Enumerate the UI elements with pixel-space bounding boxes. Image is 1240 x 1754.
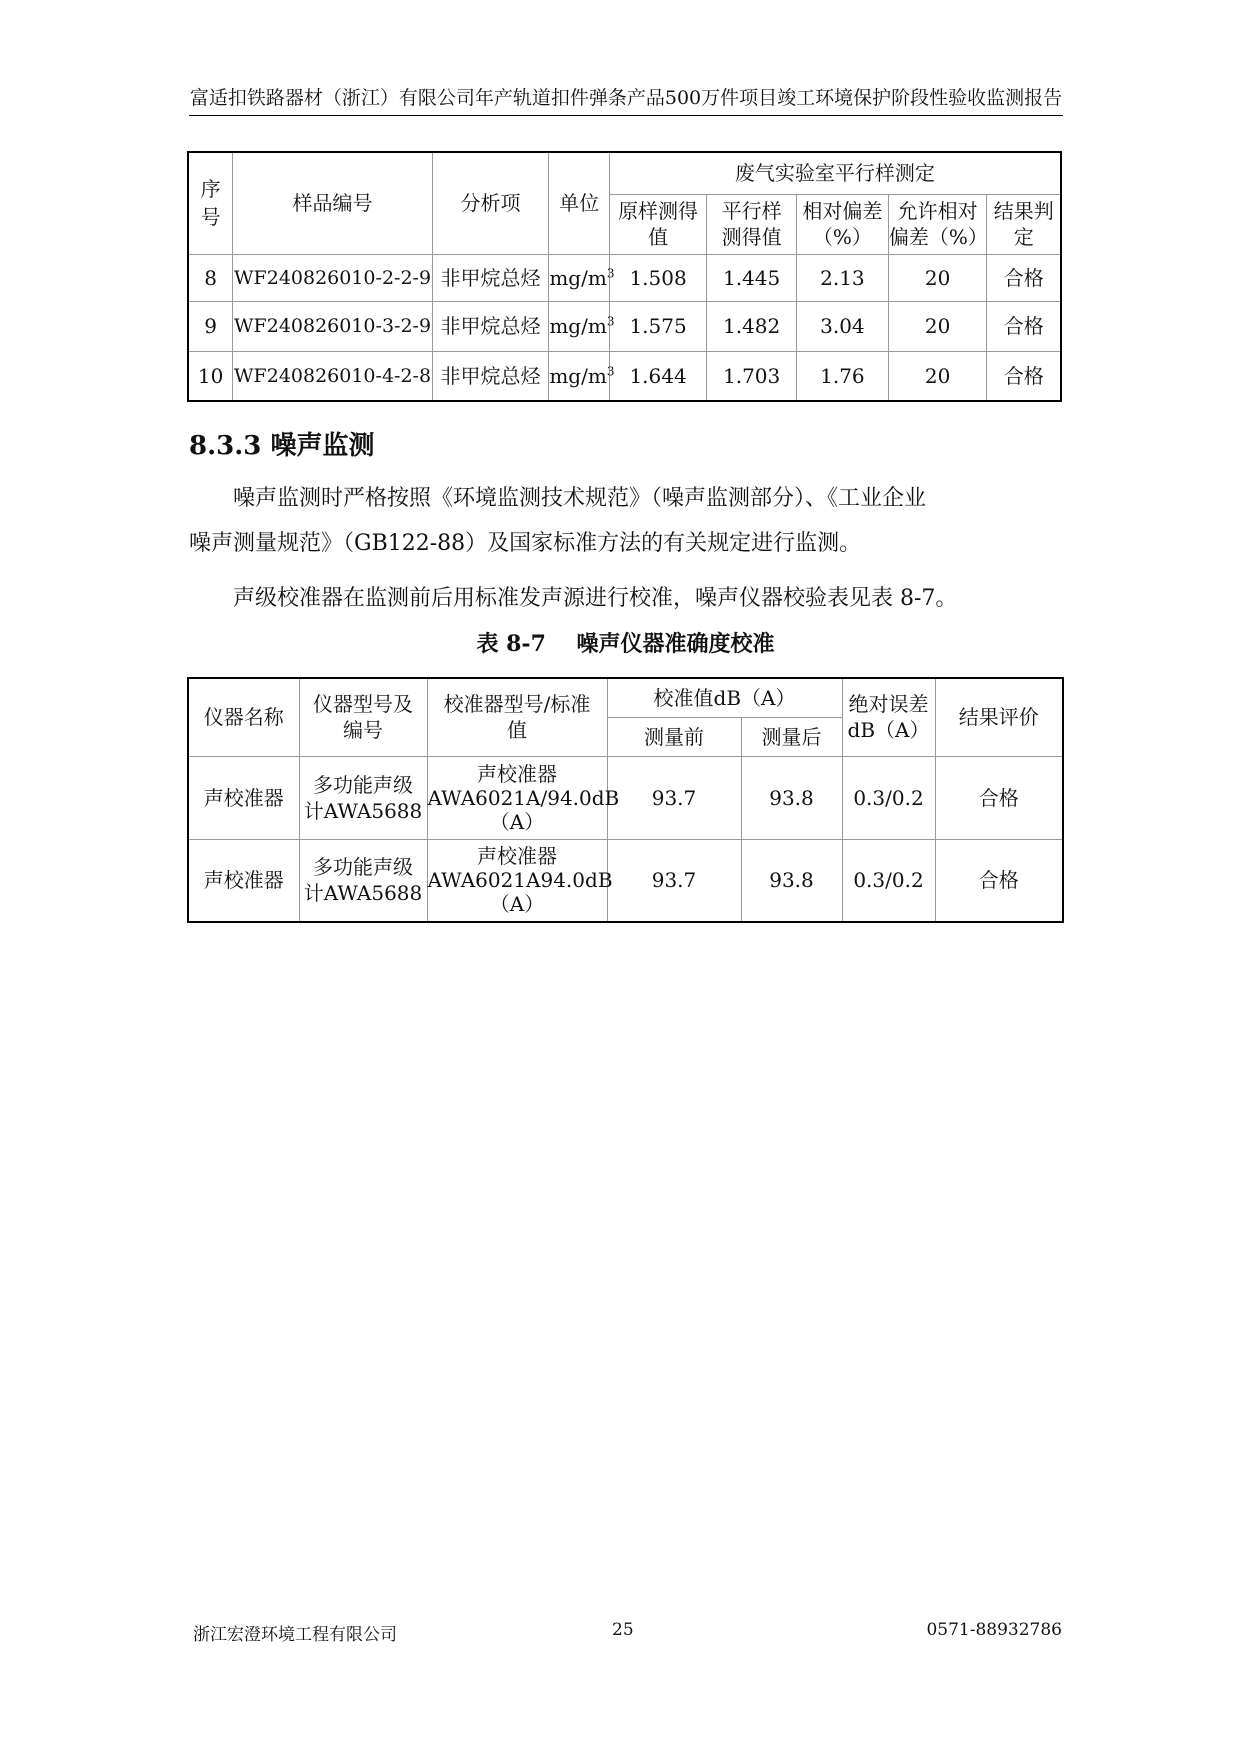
noise-calibration-table (187, 677, 1064, 923)
caption-title: 噪声仪器准确度校准 (576, 631, 775, 657)
parallel-sample-table (187, 151, 1062, 402)
relative-deviation-cell: 3.04 (796, 301, 888, 351)
instrument-name-cell: 声校准器 (188, 756, 299, 839)
header-instrument-name: 仪器名称 (188, 678, 299, 756)
header-absolute-error: 绝对误差 dB（A） (842, 678, 935, 756)
table-row (188, 254, 1061, 301)
parallel-value-cell: 1.482 (707, 301, 797, 351)
report-title: 富适扣铁路器材（浙江）有限公司年产轨道扣件弹条产品500万件项目竣工环境保护阶段性验收监测报告 (189, 87, 1063, 109)
parallel-value-cell: 1.703 (707, 351, 797, 401)
header-group-title: 废气实验室平行样测定 (609, 152, 1061, 194)
header-parallel-value: 平行样测得值 (707, 194, 797, 254)
table-row (188, 351, 1061, 401)
header-calibration-value: 校准值dB（A） (607, 678, 842, 717)
paragraph-line: 噪声监测时严格按照《环境监测技术规范》（噪声监测部分）、《工业企业 (233, 486, 927, 511)
seq-cell: 8 (188, 254, 233, 301)
header-result-evaluation: 结果评价 (935, 678, 1063, 756)
sample-id-cell: WF240826010-4-2-8 (233, 351, 432, 401)
header-sample-id: 样品编号 (233, 152, 432, 254)
header-analysis-item: 分析项 (432, 152, 549, 254)
parallel-value-cell: 1.445 (707, 254, 797, 301)
header-after-measurement: 测量后 (741, 717, 842, 756)
allowed-deviation-cell: 20 (888, 301, 987, 351)
header-unit: 单位 (549, 152, 610, 254)
calibrator-model-cell: 声校准器 AWA6021A/94.0dB （A） (427, 756, 607, 839)
absolute-error-cell: 0.3/0.2 (842, 839, 935, 922)
analysis-item-cell: 非甲烷总烃 (432, 301, 549, 351)
header-seq: 序号 (188, 152, 233, 254)
original-value-cell: 1.575 (609, 301, 706, 351)
allowed-deviation-cell: 20 (888, 351, 987, 401)
unit-cell: $mg/m^3$ (549, 351, 610, 401)
after-value-cell: 93.8 (741, 839, 842, 922)
paragraph-noise-method (189, 476, 1062, 566)
table-row (188, 756, 1063, 839)
header-instrument-model: 仪器型号及 编号 (299, 678, 427, 756)
instrument-name-cell: 声校准器 (188, 839, 299, 922)
header-result: 结果判定 (987, 194, 1061, 254)
footer-page-number: 25 (612, 1620, 634, 1640)
header-before-measurement: 测量前 (607, 717, 741, 756)
paragraph-line: 噪声测量规范》（GB122-88）及国家标准方法的有关规定进行监测。 (189, 531, 862, 556)
analysis-item-cell: 非甲烷总烃 (432, 351, 549, 401)
instrument-model-cell: 多功能声级 计AWA5688 (299, 839, 427, 922)
absolute-error-cell: 0.3/0.2 (842, 756, 935, 839)
unit-cell: $mg/m^3$ (549, 254, 610, 301)
result-evaluation-cell: 合格 (935, 756, 1063, 839)
header-allowed-deviation: 允许相对偏差（%） (888, 194, 987, 254)
relative-deviation-cell: 2.13 (796, 254, 888, 301)
before-value-cell: 93.7 (607, 839, 741, 922)
instrument-model-cell: 多功能声级 计AWA5688 (299, 756, 427, 839)
result-cell: 合格 (987, 254, 1061, 301)
before-value-cell: 93.7 (607, 756, 741, 839)
original-value-cell: 1.508 (609, 254, 706, 301)
caption-number: 表 8-7 (476, 631, 546, 657)
seq-cell: 9 (188, 301, 233, 351)
after-value-cell: 93.8 (741, 756, 842, 839)
unit-cell: $mg/m^3$ (549, 301, 610, 351)
sample-id-cell: WF240826010-2-2-9 (233, 254, 432, 301)
allowed-deviation-cell: 20 (888, 254, 987, 301)
section-heading (189, 425, 374, 462)
result-cell: 合格 (987, 301, 1061, 351)
result-evaluation-cell: 合格 (935, 839, 1063, 922)
analysis-item-cell: 非甲烷总烃 (432, 254, 549, 301)
original-value-cell: 1.644 (609, 351, 706, 401)
page-header (189, 86, 1063, 116)
paragraph-calibration (189, 576, 1062, 621)
calibrator-model-cell: 声校准器 AWA6021A94.0dB （A） (427, 839, 607, 922)
footer-company: 浙江宏澄环境工程有限公司 (193, 1625, 397, 1645)
table-row (188, 839, 1063, 922)
table-row (188, 301, 1061, 351)
section-number: 8.3.3 (189, 431, 262, 461)
sample-id-cell: WF240826010-3-2-9 (233, 301, 432, 351)
paragraph-line: 声级校准器在监测前后用标准发声源进行校准，噪声仪器校验表见表 8-7。 (233, 586, 958, 611)
header-relative-deviation: 相对偏差（%） (796, 194, 888, 254)
header-calibrator-model: 校准器型号/标准 值 (427, 678, 607, 756)
table-caption (189, 627, 1062, 658)
result-cell: 合格 (987, 351, 1061, 401)
seq-cell: 10 (188, 351, 233, 401)
footer-phone: 0571-88932786 (926, 1620, 1062, 1640)
section-title: 噪声监测 (270, 431, 375, 461)
header-original-value: 原样测得值 (609, 194, 706, 254)
relative-deviation-cell: 1.76 (796, 351, 888, 401)
